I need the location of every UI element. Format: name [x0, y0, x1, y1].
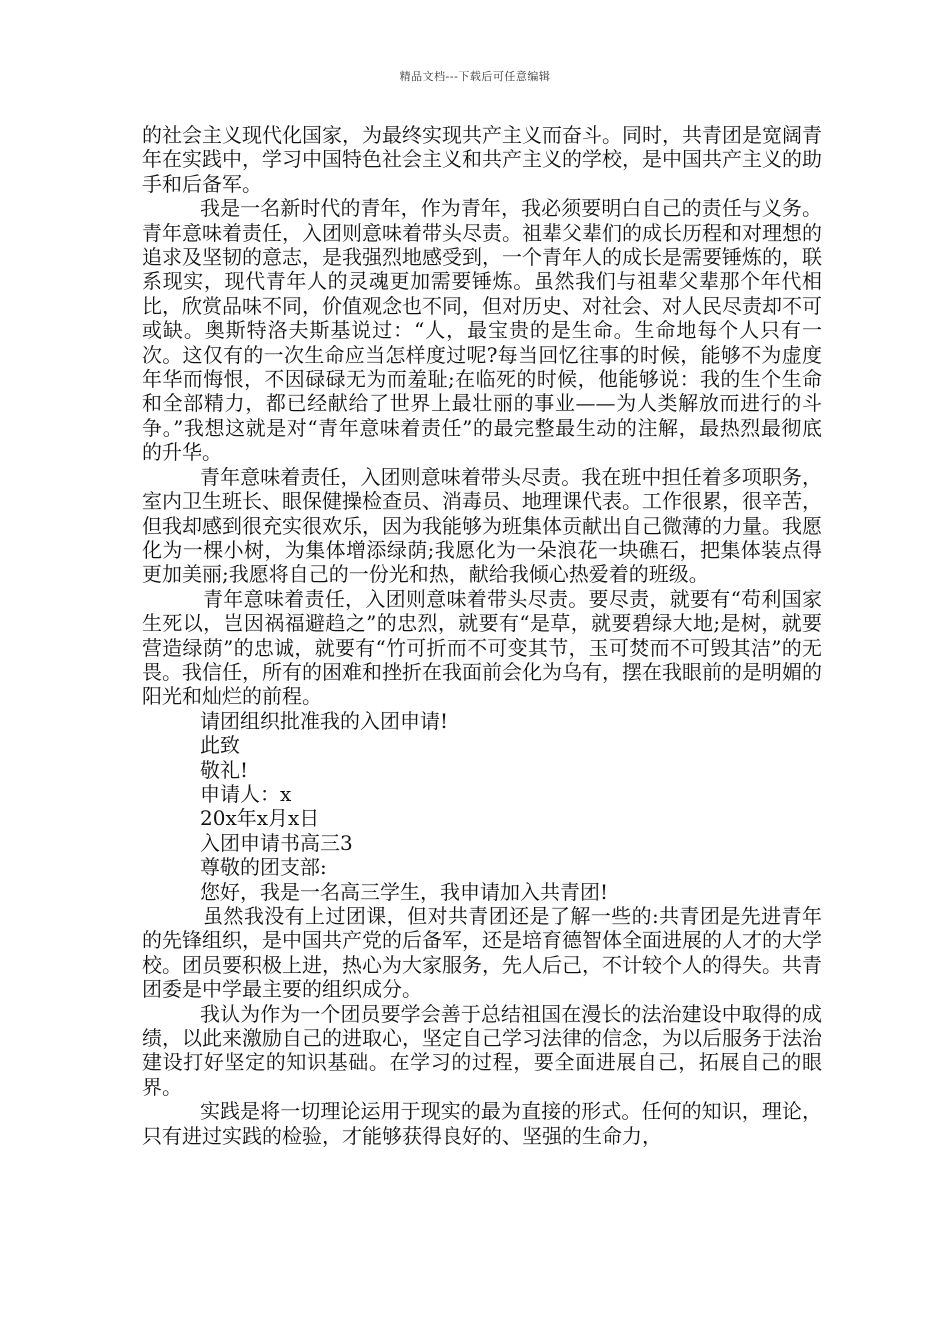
request-line: 请团组织批准我的入团申请!: [200, 708, 449, 733]
date-line: 20x年x月x日: [200, 806, 320, 831]
applicant-line: 申请人：x: [200, 781, 292, 806]
regards-line: 敬礼!: [200, 757, 249, 782]
header-note: 精品文档---下载后可任意编辑: [399, 70, 551, 83]
paragraph-6: 我认为作为一个团员要学会善于总结祖国在漫长的法治建设中取得的成绩，以此来激励自己的进取心，坚定自己学习法律的信念，为以后服务于法治建设打好坚定的知识基础。在学习的过程，要全面进展自己，拓展自己的眼界。: [142, 1001, 822, 1099]
addressee-line: 尊敬的团支部:: [200, 855, 327, 880]
document-body: [142, 123, 822, 1148]
paragraph-5: 虽然我没有上过团课，但对共青团还是了解一些的:共青团是先进青年的先锋组织，是中国共产党的后备军，还是培育德智体全面进展的人才的大学校。团员要积极上进，热心为大家服务，先人后己，不计较个人的得失。共青团委是中学最主要的组织成分。: [142, 904, 822, 1002]
paragraph-2: 我是一名新时代的青年，作为青年，我必须要明白自己的责任与义务。青年意味着责任，入团则意味着带头尽责。祖辈父辈们的成长历程和对理想的追求及坚韧的意志，是我强烈地感受到，一个青年人的成长是需要锤炼的，联系现实，现代青年人的灵魂更加需要锤炼。虽然我们与祖辈父辈那个年代相比，欣赏品味不同，价值观念也不同，但对历史、对社会、对人民尽责却不可或缺。奥斯特洛夫斯基说过：“人，最宝贵的是生命。生命地每个人只有一次。这仅有的一次生命应当怎样度过呢?每当回忆往事的时候，能够不为虚度年华而悔恨，不因碌碌无为而羞耻;在临死的时候，他能够说：我的生个生命和全部精力，都已经献给了世界上最壮丽的事业——为人类解放而进行的斗争。”我想这就是对“青年意味着责任”的最完整最生动的注解，最热烈最彻底的升华。: [142, 196, 822, 465]
greeting-line: 您好，我是一名高三学生，我申请加入共青团!: [200, 879, 609, 904]
paragraph-7: 实践是将一切理论运用于现实的最为直接的形式。任何的知识，理论，只有进过实践的检验，才能够获得良好的、坚强的生命力，: [142, 1099, 822, 1148]
paragraph-1: 的社会主义现代化国家，为最终实现共产主义而奋斗。同时，共青团是宽阔青年在实践中，学习中国特色社会主义和共产主义的学校，是中国共产主义的助手和后备军。: [142, 123, 822, 196]
salutation-line: 此致: [200, 733, 240, 758]
section-title: 入团申请书高三3: [200, 830, 353, 855]
paragraph-4: 青年意味着责任，入团则意味着带头尽责。要尽责，就要有“苟利国家生死以，岂因祸福避趋之”的忠烈，就要有“是草，就要碧绿大地;是树，就要营造绿荫”的忠诚，就要有“竹可折而不可变其节，玉可焚而不可毁其洁”的无畏。我信任，所有的困难和挫折在我面前会化为乌有，摆在我眼前的是明媚的阳光和灿烂的前程。: [142, 586, 822, 709]
paragraph-3: 青年意味着责任，入团则意味着带头尽责。我在班中担任着多项职务，室内卫生班长、眼保健操检查员、消毒员、地理课代表。工作很累，很辛苦，但我却感到很充实很欢乐，因为我能够为班集体贡献出自己微薄的力量。我愿化为一棵小树，为集体增添绿荫;我愿化为一朵浪花一块礁石，把集体装点得更加美丽;我愿将自己的一份光和热，献给我倾心热爱着的班级。: [142, 464, 822, 587]
